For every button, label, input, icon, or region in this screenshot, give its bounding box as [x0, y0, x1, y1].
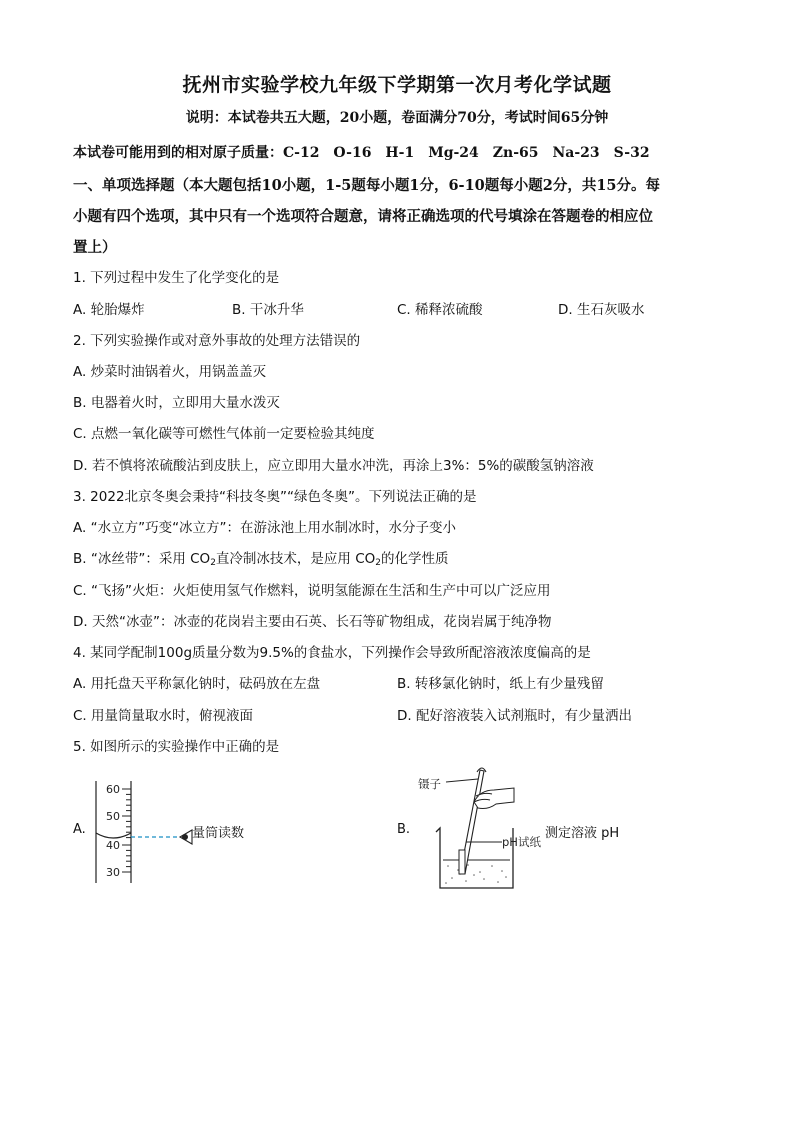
cyl-tick-label-40: 40 [106, 839, 120, 852]
q3-option-c: C. “飞扬”火炬：火炬使用氢气作燃料，说明氢能源在生活和生产中可以广泛应用 [73, 583, 551, 599]
atomic-masses: 本试卷可能用到的相对原子质量：C-12 O-16 H-1 Mg-24 Zn-65 Na-23 S-32 [73, 145, 650, 161]
q1-option-b: B. 干冰升华 [232, 302, 304, 318]
q3-stem: 3. 2022北京冬奥会秉持“科技冬奥”“绿色冬奥”。下列说法正确的是 [73, 489, 477, 505]
page-title: 抚州市实验学校九年级下学期第一次月考化学试题 [182, 74, 612, 96]
section1-line2: 小题有四个选项，其中只有一个选项符合题意，请将正确选项的代号填涂在答题卷的相应位 [73, 208, 653, 225]
q1-option-d: D. 生石灰吸水 [558, 302, 645, 318]
q4-option-c: C. 用量筒量取水时，俯视液面 [73, 708, 254, 724]
graduated-cylinder-figure [88, 775, 278, 885]
q3-option-d: D. 天然“冰壶”：冰壶的花岗岩主要由石英、长石等矿物组成，花岗岩属于纯净物 [73, 614, 552, 630]
eye-icon [180, 830, 192, 844]
q2-option-a: A. 炒菜时油锅着火，用锅盖盖灭 [73, 364, 267, 380]
q2-option-c: C. 点燃一氧化碳等可燃性气体前一定要检验其纯度 [73, 426, 375, 442]
section1-line3: 置上） [73, 239, 117, 256]
q1-option-c: C. 稀释浓硫酸 [397, 302, 483, 318]
q3-option-b: B. “冰丝带”：采用 $CO_2$直冷制冰技术，是应用 $CO_2$的化学性质 [73, 551, 449, 568]
fig-b-letter: B. [397, 822, 411, 837]
fig-a-caption: 量筒读数 [192, 826, 245, 841]
q1-option-a: A. 轮胎爆炸 [73, 302, 145, 318]
fig-b-caption: 测定溶液 pH [545, 826, 620, 841]
meniscus [96, 833, 131, 838]
q1-stem: 1. 下列过程中发生了化学变化的是 [73, 270, 280, 286]
q4-option-a: A. 用托盘天平称氯化钠时，砝码放在左盘 [73, 676, 321, 692]
q2-stem: 2. 下列实验操作或对意外事故的处理方法错误的 [73, 333, 361, 349]
cyl-tick-label-60: 60 [106, 783, 120, 796]
q3-option-a: A. “水立方”巧变“冰立方”：在游泳池上用水制冰时，水分子变小 [73, 520, 457, 536]
ph-paper-label: pH试纸 [502, 835, 541, 849]
q4-stem: 4. 某同学配制100g质量分数为9.5%的食盐水，下列操作会导致所配溶液浓度偏高的是 [73, 645, 591, 661]
cyl-tick-label-50: 50 [106, 810, 120, 823]
ph-paper-strip [459, 850, 465, 874]
q2-option-d: D. 若不慎将浓硫酸沾到皮肤上，应立即用大量水冲洗，再涂上3%：5%的碳酸氢钠溶液 [73, 458, 594, 474]
section1-line1: 一、单项选择题（本大题包括10小题，1-5题每小题1分，6-10题每小题2分，共15分。每 [73, 177, 661, 194]
exam-note: 说明：本试卷共五大题，20小题，卷面满分70分，考试时间65分钟 [185, 110, 609, 126]
q2-option-b: B. 电器着火时，立即用大量水泼灭 [73, 395, 280, 411]
q4-option-d: D. 配好溶液装入试剂瓶时，有少量洒出 [397, 708, 632, 724]
q5-stem: 5. 如图所示的实验操作中正确的是 [73, 739, 280, 755]
tweezers-label: 镊子 [418, 777, 441, 791]
fig-a-letter: A. [73, 822, 86, 837]
q4-option-b: B. 转移氯化钠时，纸上有少量残留 [397, 676, 604, 692]
ph-test-figure [410, 762, 550, 894]
cyl-tick-label-30: 30 [106, 866, 120, 879]
